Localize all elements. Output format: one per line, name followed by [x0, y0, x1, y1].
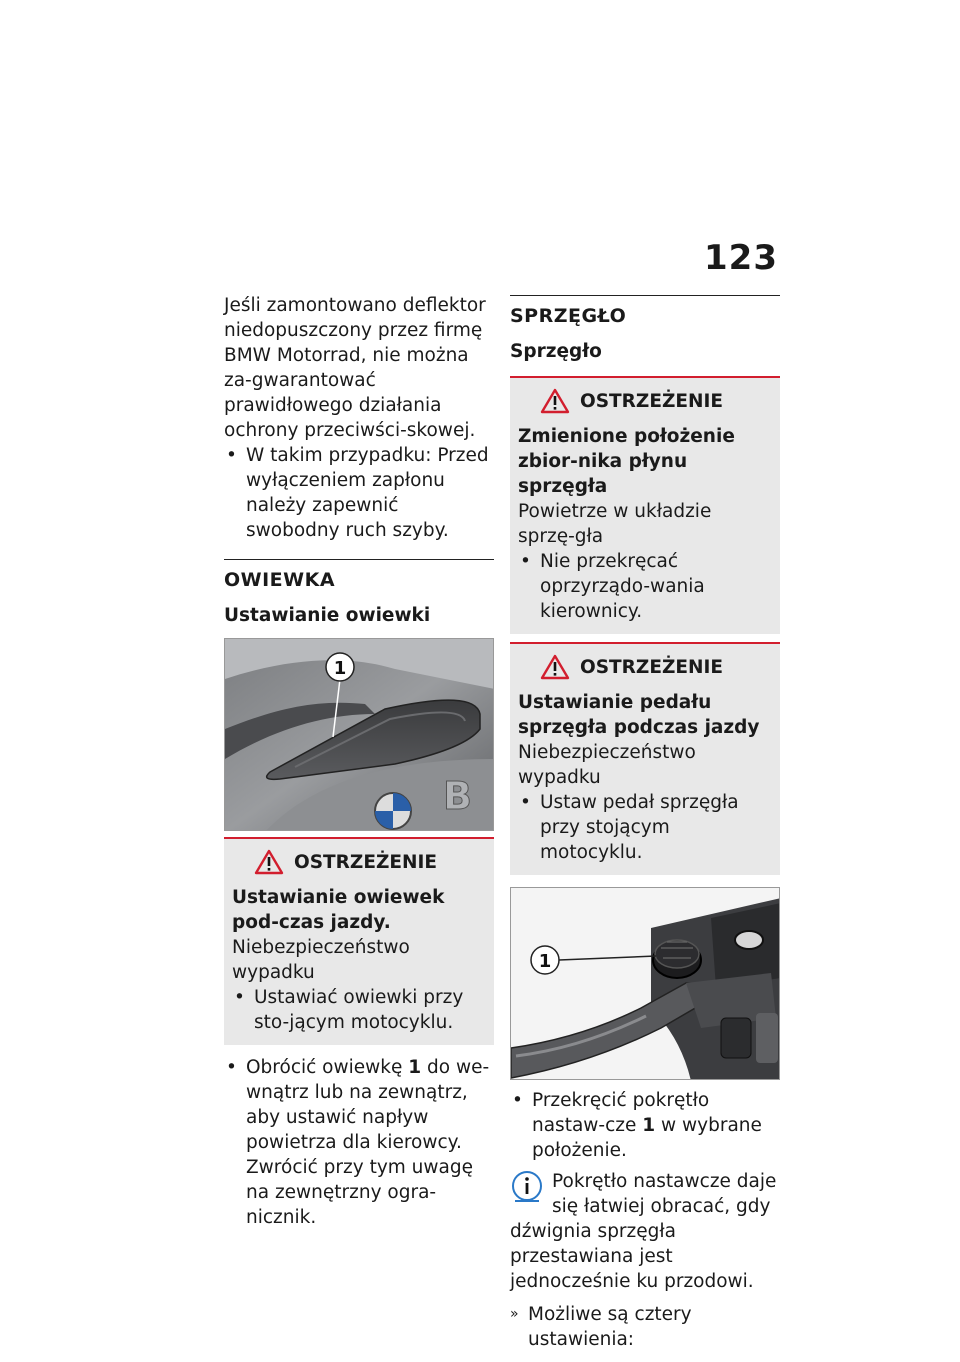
warning-box — [510, 642, 780, 875]
clutch-figure — [510, 887, 780, 1080]
svg-text:B: B — [443, 774, 472, 818]
warning-label: OSTRZEŻENIE — [580, 390, 724, 412]
warning-label: OSTRZEŻENIE — [580, 656, 724, 678]
fairing-figure — [224, 638, 494, 831]
figure-label: 1 — [333, 658, 347, 679]
warning-hazard: Niebezpieczeństwo wypadku — [518, 742, 696, 788]
info-note — [510, 1169, 780, 1294]
intro-bullet: • W takim przypadku: Przed wyłączeniem zapłonu należy zapewnić swobodny ruch szyby. — [224, 443, 494, 543]
clutch-lever-photo — [511, 888, 780, 1080]
info-text: Pokrętło nastawcze daje się łatwiej obracać, gdy dźwignia sprzęgła przestawiana jest jednocześnie ku przodowi. — [510, 1171, 777, 1292]
subsection-title: Ustawianie owiewki — [224, 605, 431, 626]
warning-triangle-icon — [254, 849, 284, 875]
section-owiewka — [224, 559, 494, 628]
warning-header — [518, 654, 772, 680]
warning-header — [232, 849, 486, 875]
section-title: SPRZĘGŁO — [510, 305, 627, 327]
result-line: » Możliwe są cztery ustawienia: — [510, 1302, 780, 1352]
step-text-prefix: Obrócić owiewkę — [246, 1057, 409, 1078]
warning-title: Zmienione położenie zbior-nika płynu sprzęgła — [518, 426, 735, 497]
figure-label: 1 — [538, 951, 552, 972]
warning-header — [518, 388, 772, 414]
warning-triangle-icon — [540, 654, 570, 680]
step-ref: 1 — [642, 1115, 656, 1136]
warning-title: Ustawianie owiewek pod-czas jazdy. — [232, 887, 445, 933]
fairing-photo — [225, 639, 494, 831]
page-number: 123 — [704, 238, 778, 278]
step-ref: 1 — [408, 1057, 422, 1078]
left-column — [224, 293, 494, 1230]
right-column — [510, 293, 780, 1352]
warning-label: OSTRZEŻENIE — [294, 851, 438, 873]
info-icon — [510, 1169, 544, 1209]
subsection-title: Sprzęgło — [510, 341, 602, 362]
warning-box — [224, 837, 494, 1045]
section-sprzeglo — [510, 295, 780, 364]
step-text-prefix: Przekręcić pokrętło nastaw-cze — [532, 1090, 710, 1136]
step-text-suffix: do we-wnątrz lub na zewnątrz, aby ustawić napływ powietrza dla kierowcy. Zwrócić przy tym uwagę na zewnętrzny ogra-nicznik. — [246, 1057, 490, 1228]
warning-triangle-icon — [540, 388, 570, 414]
section-title: OWIEWKA — [224, 569, 336, 591]
warning-hazard: Niebezpieczeństwo wypadku — [232, 937, 410, 983]
warning-hazard: Powietrze w układzie sprzę-gła — [518, 501, 712, 547]
intro-paragraph: Jeśli zamontowano deflektor niedopuszczony przez firmę BMW Motorrad, nie można za-gwarantować prawidłowego działania ochrony przeciwści-skowej. — [224, 295, 486, 441]
step-instruction — [224, 1055, 494, 1230]
warning-bullet: • Ustawiać owiewki przy sto-jącym motocyklu. — [232, 985, 486, 1035]
warning-box — [510, 376, 780, 634]
warning-title: Ustawianie pedału sprzęgła podczas jazdy — [518, 692, 760, 738]
warning-bullet: • Ustaw pedał sprzęgła przy stojącym motocyklu. — [518, 790, 772, 865]
warning-bullet: • Nie przekręcać oprzyrządo-wania kierownicy. — [518, 549, 772, 624]
step-instruction — [510, 1088, 780, 1163]
step-text-suffix: w wybrane położenie. — [532, 1115, 762, 1161]
